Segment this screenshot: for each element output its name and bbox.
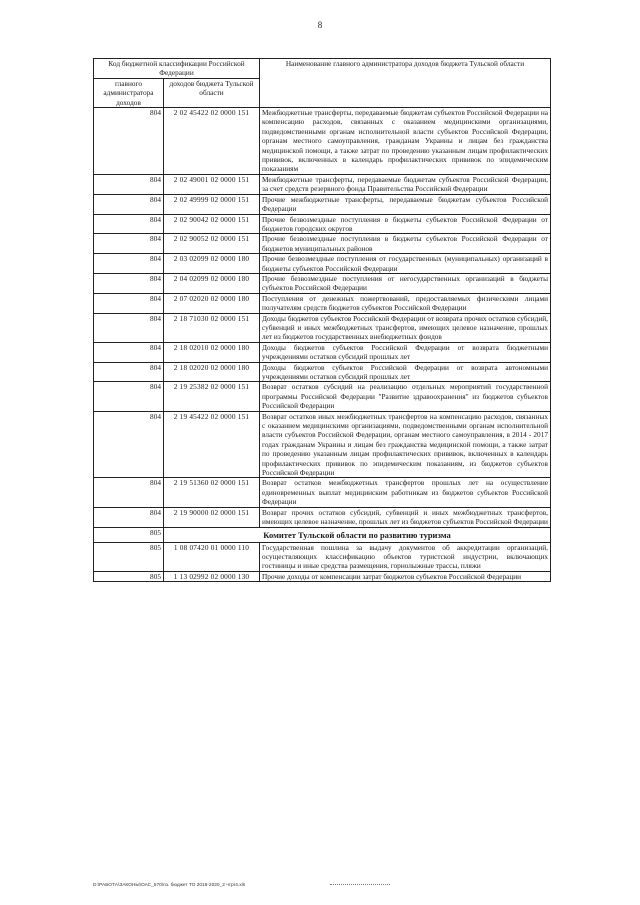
budget-revenue-table — [93, 58, 551, 582]
revenue-description: Возврат остатков иных межбюджетных трансфертов на компенсацию расходов, связанных с оказанием медицинскими организациями, подведомственными органам исполнительной власти субъектов Российской Федерации, органам местного самоуправления, в 2014 - 2017 годах гражданам Украины и лицам без гражданства медицинской помощи, а также затрат по проведению указанным лицам профилактических прививок, включенных в календарь профилактических прививок по эпидемическим показаниям, из бюджетов субъектов Российской Федерации — [260, 411, 551, 478]
revenue-code: 2 04 02099 02 0000 180 — [164, 273, 260, 293]
admin-code: 804 — [94, 174, 164, 194]
revenue-code: 2 03 02099 02 0000 180 — [164, 254, 260, 274]
revenue-code: 2 02 90042 02 0000 151 — [164, 214, 260, 234]
section-admin-code: 805 — [94, 527, 164, 542]
revenue-code: 2 18 71030 02 0000 151 — [164, 313, 260, 342]
page-number: 8 — [317, 20, 323, 30]
revenue-code: 2 02 45422 02 0000 151 — [164, 108, 260, 175]
admin-code: 804 — [94, 194, 164, 214]
table-row — [94, 362, 551, 382]
admin-code: 804 — [94, 254, 164, 274]
table-row — [94, 542, 551, 571]
revenue-code: 2 19 25382 02 0000 151 — [164, 382, 260, 411]
admin-code: 804 — [94, 293, 164, 313]
revenue-description: Прочие безвозмездные поступления от государственных (муниципальных) организаций в бюджеты субъектов Российской Федерации — [260, 254, 551, 274]
header-admin-column: главного администратора доходов — [94, 78, 164, 107]
revenue-code: 1 13 02992 02 0000 130 — [164, 571, 260, 581]
admin-code: 804 — [94, 342, 164, 362]
revenue-code: 2 07 02020 02 0000 180 — [164, 293, 260, 313]
table-row — [94, 174, 551, 194]
header-name-column: Наименование главного администратора доходов бюджета Тульской области — [260, 59, 551, 108]
admin-code: 805 — [94, 571, 164, 581]
revenue-description: Прочие безвозмездные поступления в бюджеты субъектов Российской Федерации от бюджетов муниципальных районов — [260, 234, 551, 254]
table-header — [94, 59, 551, 108]
revenue-description: Межбюджетные трансферты, передаваемые бюджетам субъектов Российской Федерации, за счет средств резервного фонда Правительства Российской Федерации — [260, 174, 551, 194]
revenue-description: Межбюджетные трансферты, передаваемые бюджетам субъектов Российской Федерации на компенсацию расходов, связанных с оказанием медицинскими организациями, подведомственными органам исполнительной власти субъектов Российской Федерации, органам местного самоуправления, гражданам Украины и лицам без гражданства медицинской помощи, а также затрат по проведению указанным лицам профилактических прививок, включенных в календарь профилактических прививок по эпидемическим показаниям — [260, 108, 551, 175]
section-title: Комитет Тульской области по развитию туризма — [164, 527, 551, 542]
footer-divider — [330, 884, 390, 885]
table-row — [94, 214, 551, 234]
revenue-code: 2 02 49001 02 0000 151 — [164, 174, 260, 194]
admin-code: 804 — [94, 507, 164, 527]
admin-code: 804 — [94, 273, 164, 293]
table-row — [94, 194, 551, 214]
table-row — [94, 313, 551, 342]
revenue-description: Доходы бюджетов субъектов Российской Федерации от возврата автономными учреждениями остатков субсидий прошлых лет — [260, 362, 551, 382]
admin-code: 804 — [94, 382, 164, 411]
revenue-code: 2 18 02020 02 0000 180 — [164, 362, 260, 382]
section-row — [94, 527, 551, 542]
admin-code: 804 — [94, 108, 164, 175]
table-row — [94, 382, 551, 411]
table-row — [94, 571, 551, 581]
revenue-description: Прочие безвозмездные поступления от негосударственных организаций в бюджеты субъектов Российской Федерации — [260, 273, 551, 293]
revenue-description: Возврат прочих остатков субсидий, субвенций и иных межбюджетных трансфертов, имеющих целевое назначение, прошлых лет из бюджетов субъектов Российской Федерации — [260, 507, 551, 527]
revenue-code: 2 19 51360 02 0000 151 — [164, 478, 260, 507]
table-row — [94, 478, 551, 507]
header-income-column: доходов бюджета Тульской области — [164, 78, 260, 107]
admin-code: 804 — [94, 313, 164, 342]
revenue-description: Поступления от денежных пожертвований, предоставляемых физическими лицами получателям средств бюджетов субъектов Российской Федерации — [260, 293, 551, 313]
table-row — [94, 293, 551, 313]
revenue-description: Прочие доходы от компенсации затрат бюджетов субъектов Российской Федерации — [260, 571, 551, 581]
table-row — [94, 273, 551, 293]
revenue-description: Государственная пошлина за выдачу документов об аккредитации организаций, осуществляющих классификацию объектов туристской индустрии, включающих гостиницы и иные средства размещения, горнолыжные трассы, пляжи — [260, 542, 551, 571]
admin-code: 804 — [94, 362, 164, 382]
revenue-description: Прочие межбюджетные трансферты, передаваемые бюджетам субъектов Российской Федерации — [260, 194, 551, 214]
revenue-description: Доходы бюджетов субъектов Российской Федерации от возврата бюджетными учреждениями остатков субсидий прошлых лет — [260, 342, 551, 362]
admin-code: 804 — [94, 478, 164, 507]
table-row — [94, 342, 551, 362]
header-code-group: Код бюджетной классификации Российской Федерации — [94, 59, 260, 79]
revenue-code: 2 02 90052 02 0000 151 — [164, 234, 260, 254]
file-path-footer: D:\РАБОТА\ЗАКОНЫ\ОАС_570\пз. бюджет ТО 2018-2020_2 чтpr4.xls — [93, 883, 246, 888]
table-row — [94, 507, 551, 527]
table-row — [94, 234, 551, 254]
revenue-code: 1 08 07420 01 0000 110 — [164, 542, 260, 571]
admin-code: 804 — [94, 234, 164, 254]
revenue-code: 2 02 49999 02 0000 151 — [164, 194, 260, 214]
table-body — [94, 108, 551, 582]
table-row — [94, 254, 551, 274]
admin-code: 804 — [94, 214, 164, 234]
admin-code: 804 — [94, 411, 164, 478]
table-row — [94, 108, 551, 175]
revenue-code: 2 19 45422 02 0000 151 — [164, 411, 260, 478]
revenue-code: 2 19 90000 02 0000 151 — [164, 507, 260, 527]
revenue-code: 2 18 02010 02 0000 180 — [164, 342, 260, 362]
revenue-description: Доходы бюджетов субъектов Российской Федерации от возврата прочих остатков субсидий, субвенций и иных межбюджетных трансфертов, имеющих целевое назначение, прошлых лет из бюджетов государственных внебюджетных фондов — [260, 313, 551, 342]
table-row — [94, 411, 551, 478]
revenue-description: Возврат остатков субсидий на реализацию отдельных мероприятий государственной программы Российской Федерации "Развитие здравоохранения" из бюджетов субъектов Российской Федерации — [260, 382, 551, 411]
admin-code: 805 — [94, 542, 164, 571]
revenue-description: Возврат остатков межбюджетных трансфертов прошлых лет на осуществление единовременных выплат медицинским работникам из бюджетов субъектов Российской Федерации — [260, 478, 551, 507]
revenue-description: Прочие безвозмездные поступления в бюджеты субъектов Российской Федерации от бюджетов городских округов — [260, 214, 551, 234]
